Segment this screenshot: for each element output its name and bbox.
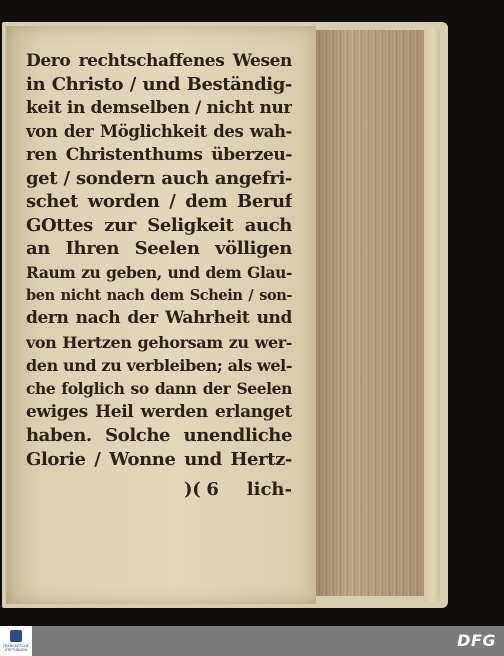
text-line: get / sondern auch angefri- bbox=[26, 167, 292, 189]
catchword: lich- bbox=[246, 479, 292, 500]
text-line: GOttes zur Seligkeit auch bbox=[26, 214, 292, 236]
signature-mark: )( 6 bbox=[184, 479, 219, 500]
dfg-logo[interactable]: DFG bbox=[457, 631, 496, 650]
cover-edge bbox=[424, 28, 440, 602]
page-foot bbox=[26, 479, 292, 503]
institution-logo-text: FRANCKESCHE STIFTUNGEN bbox=[3, 644, 29, 652]
text-line: von der Möglichkeit des wah- bbox=[26, 122, 292, 142]
text-line: ewiges Heil werden erlanget bbox=[26, 401, 292, 422]
text-line: ren Christenthums überzeu- bbox=[26, 144, 292, 165]
text-line: Glorie / Wonne und Hertz- bbox=[26, 448, 292, 470]
text-line: dern nach der Wahrheit und bbox=[26, 308, 292, 329]
text-line: haben. Solche unendliche bbox=[26, 425, 292, 447]
text-line: Raum zu geben, und dem Glau- bbox=[26, 262, 292, 282]
text-line: keit in demselben / nicht nur bbox=[26, 97, 292, 118]
text-line: che folglich so dann der Seelen bbox=[26, 379, 292, 399]
institution-logo[interactable] bbox=[0, 626, 32, 656]
page-edges bbox=[316, 30, 432, 596]
text-line: an Ihren Seelen völligen bbox=[26, 238, 292, 260]
viewer-footer bbox=[0, 626, 504, 656]
text-line: Dero rechtschaffenes Wesen bbox=[26, 51, 292, 71]
page-text bbox=[26, 50, 292, 471]
text-line: den und zu verbleiben; als wel- bbox=[26, 356, 292, 376]
text-line: schet worden / dem Beruf bbox=[26, 191, 292, 213]
text-line: ben nicht nach dem Schein / son- bbox=[26, 286, 292, 304]
emblem-icon bbox=[10, 630, 22, 642]
text-line: von Hertzen gehorsam zu wer- bbox=[26, 332, 292, 352]
text-line: in Christo / und Beständig- bbox=[26, 74, 292, 96]
